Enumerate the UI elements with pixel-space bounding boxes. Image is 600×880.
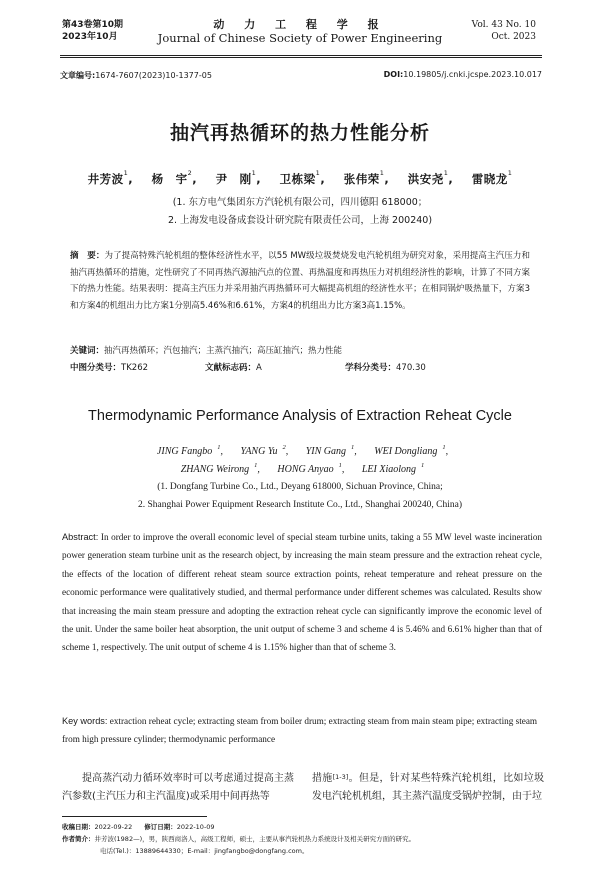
author-cn: 卫栋梁$^1$, (279, 169, 326, 186)
abstract-cn-label: 摘 要： (70, 251, 105, 261)
author-en: JING Fangbo $^1$, (156, 444, 223, 457)
author-bio: 井芳波(1982—)，男，陕西商洛人，高级工程师，硕士，主要从事汽轮机热力系统设计及相关研究方面的研究。 (94, 835, 416, 843)
title-en: Thermodynamic Performance Analysis of Extraction Reheat Cycle (88, 408, 512, 424)
author-en: WEI Dongliang $^1$, (374, 444, 449, 457)
journal-name-en: Journal of Chinese Society of Power Engineering (157, 31, 443, 45)
header-rule-bottom (60, 57, 542, 58)
article-no: 1674-7607(2023)10-1377-05 (95, 71, 212, 80)
abstract-cn-text: 为了提高特殊汽轮机组的整体经济性水平，以55 MW级垃圾焚烧发电汽轮机组为研究对象，采用提高主汽压力和抽汽再热循环的措施，定性研究了不同再热汽源抽汽点的位置、再热温度和再热压力对机组经济性的影响，计算了不同方案下的热力性能。结果表明：提高主汽压力并采用抽汽再热循环可大幅提高机组的经济性水平；在相同锅炉吸热量下，方案3和方案4的机组出力比方案1分别高5.46%和6.61%，方案4的机组出力比方案3高1.15%。 (70, 251, 530, 311)
keywords-en (62, 712, 542, 749)
author-cn: 尹 刚$^1$, (215, 169, 262, 186)
journal-name-cn: 动 力 工 程 学 报 (213, 18, 387, 31)
authors-cn (0, 171, 600, 187)
doi (384, 70, 542, 79)
clc-code: 中图分类号：TK262 (70, 363, 149, 373)
footnote-rule (62, 816, 207, 817)
authors-en-line1 (0, 446, 600, 457)
header-right (472, 19, 536, 43)
author-en: YIN Gang $^1$, (305, 444, 357, 457)
keywords-en-text: extraction reheat cycle; extracting steam from boiler drum; extracting steam from main steam pipe; extracting steam from high pressure cylinder; thermodynamic performance (62, 716, 538, 745)
email: jingfangbo@dongfang.com。 (214, 847, 309, 855)
keywords-cn-text: 抽汽再热循环；汽包抽汽；主蒸汽抽汽；高压缸抽汽；热力性能 (104, 346, 343, 356)
date-cn: 2023年10月 (62, 32, 118, 42)
keywords-cn-label: 关键词： (70, 346, 105, 356)
title-cn: 抽汽再热循环的热力性能分析 (169, 122, 430, 144)
body-column-right: 措施[1-3]。但是，针对某些特殊汽轮机组，比如垃圾发电汽轮机机组，其主蒸汽温度受锅炉控制，由于垃 (312, 773, 545, 802)
abstract-en-label: Abstract: (62, 532, 99, 542)
author-en: LEI Xiaolong $^1$ (361, 462, 425, 475)
subject-code: 学科分类号：470.30 (345, 363, 426, 373)
keywords-cn (70, 343, 530, 360)
phone: 13889644330； (135, 847, 188, 855)
body-column-left: 提高蒸汽动力循环效率时可以考虑通过提高主蒸汽参数(主汽压力和主汽温度)或采用中间再热等 (62, 773, 294, 802)
journal-header (0, 6, 600, 56)
volume-issue-en: Vol. 43 No. 10 (471, 20, 536, 30)
author-en: YANG Yu $^2$, (240, 444, 289, 457)
footnote-author: 作者简介：井芳波(1982—)，男，陕西商洛人，高级工程师，硕士，主要从事汽轮机热力系统设计及相关研究方面的研究。 (62, 835, 416, 843)
volume-issue-cn: 第43卷第10期 (62, 20, 124, 30)
author-cn: 张伟荣$^1$, (343, 169, 390, 186)
footnote-dates: 收稿日期：2022-09-22 修订日期：2022-10-09 (62, 823, 215, 831)
footnote-contact: 电话(Tel.)：13889644330；E-mail：jingfangbo@dongfang.com。 (100, 847, 309, 855)
doi-label: DOI: (383, 70, 404, 79)
header-rule-top (60, 55, 542, 56)
abstract-cn (70, 248, 530, 314)
article-no-label: 文章编号: (60, 71, 96, 80)
author-cn: 洪安尧$^1$, (407, 169, 454, 186)
affiliation-en-2: 2. Shanghai Power Equipment Research Institute Co., Ltd., Shanghai 200240, China) (137, 500, 462, 510)
author-cn: 井芳波$^1$, (87, 169, 134, 186)
abstract-en (62, 528, 542, 657)
authors-en-line2 (0, 464, 600, 475)
date-en: Oct. 2023 (491, 32, 536, 42)
author-cn: 雷晓龙$^1$ (471, 169, 513, 186)
author-cn: 杨 宇$^2$, (151, 169, 198, 186)
doi-value: 10.19805/j.cnki.jcspe.2023.10.017 (403, 70, 542, 79)
author-en: ZHANG Weirong $^1$, (180, 462, 260, 475)
author-en: HONG Anyao $^1$, (277, 462, 345, 475)
article-meta (60, 70, 542, 81)
affiliation-cn-2: 2. 上海发电设备成套设计研究院有限责任公司，上海 200240) (167, 215, 433, 226)
received-date: 2022-09-22 (94, 823, 133, 831)
keywords-en-label: Key words: (62, 716, 108, 726)
affiliation-en-1: (1. Dongfang Turbine Co., Ltd., Deyang 618000, Sichuan Province, China; (157, 482, 443, 492)
affiliation-cn-1: (1. 东方电气集团东方汽轮机有限公司，四川德阳 618000； (172, 197, 428, 208)
citation-ref: [1-3] (332, 773, 349, 781)
revised-date: 2022-10-09 (176, 823, 215, 831)
abstract-en-text: In order to improve the overall economic level of special steam turbine units, taking a 55 MW level waste incineration power generation steam turbine unit as the research object, by increasing the main steam pressure and the extraction reheat cycle, the effects of the location of different reheat steam source extraction points, reheat temperature and reheat pressure on the economic performance were qualitatively studied, and thermal performance under different schemes was calculated. Results show that increasing the main steam pressure and adopting the extraction reheat cycle can significantly improve the economic level of the unit. Under the same boiler heat absorption, the unit output of scheme 3 and scheme 4 is 5.46% and 6.61% higher than that of scheme 1, respectively. The unit output of scheme 4 is 1.15% higher than that of scheme 3. (62, 532, 543, 653)
document-code: 文献标志码：A (205, 363, 262, 373)
